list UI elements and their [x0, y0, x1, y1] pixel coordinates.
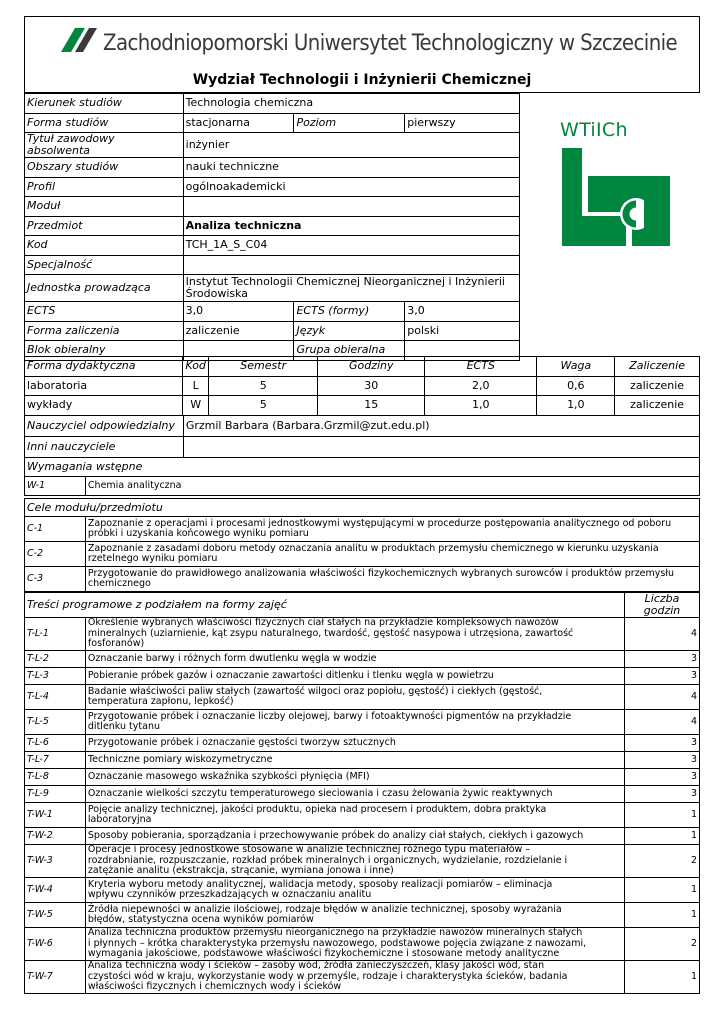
value-tytul: inżynier [183, 133, 519, 158]
content-text-line: laboratoryjna [87, 814, 152, 825]
label-profil: Profil [25, 177, 184, 197]
table-row [25, 878, 700, 903]
content-hours: 1 [625, 903, 700, 928]
content-text-line: rozdrabnianie, rozpuszczanie, rozkład próbek mineralnych i organicznych, wydzielanie, rozdzielanie i [87, 854, 568, 866]
content-hours: 2 [625, 928, 700, 961]
label-kod: Kod [25, 236, 184, 256]
goal-text-line: Przygotowanie do prawidłowego analizowania właściwości fizykochemicznych wybranych surowców i produktów przemysłu [87, 567, 675, 579]
form-weight: 1,0 [537, 396, 615, 416]
faculty-logo-text: WTiICh [560, 119, 628, 141]
value-profil: ogólnoakademicki [183, 177, 519, 197]
table-row [25, 618, 700, 651]
label-grupa: Grupa obieralna [294, 341, 405, 361]
content-code: T-W-6 [25, 928, 86, 961]
content-text-line: Określenie wybranych właściwości fizycznych ciał stałych na przykładzie kompleksowych nawozów [87, 617, 559, 629]
table-row [25, 376, 700, 396]
value-przedmiot: Analiza techniczna [183, 216, 519, 236]
label-jednostka: Jednostka prowadząca [25, 275, 184, 302]
content-text-line: wpływu czynników przeszkadzających w oznaczaniu analitu [87, 889, 372, 900]
table-row [25, 477, 700, 496]
content-code: T-L-5 [25, 710, 86, 735]
content-code: T-L-3 [25, 668, 86, 685]
content-hours: 3 [625, 769, 700, 786]
content-text-line: zatężanie analitu (ekstrakcja, strącanie, wymiana jonowa i inne) [87, 865, 394, 877]
label-others: Inni nauczyciele [25, 437, 184, 458]
faculty-name: Wydział Technologii i Inżynierii Chemicznej [192, 72, 532, 88]
content-text [85, 618, 624, 651]
content-text-line: Pojęcie analizy technicznej, jakości produktu, opieka nad procesem i produktem, dobra praktyka [87, 803, 547, 815]
goals-title: Cele modułu/przedmiotu [25, 499, 700, 517]
content-text [85, 786, 624, 803]
content-text-line: temperatura zapłonu, lepkość) [87, 696, 234, 707]
content-hours: 3 [625, 752, 700, 769]
content-code: T-W-7 [25, 961, 86, 994]
content-text [85, 903, 624, 928]
value-responsible: Grzmil Barbara (Barbara.Grzmil@zut.edu.pl) [183, 416, 699, 437]
table-row [25, 735, 700, 752]
university-name: Zachodniopomorski Uniwersytet Technologiczny w Szczecinie [103, 31, 678, 56]
label-jezyk: Język [294, 321, 405, 341]
content-text [85, 845, 624, 878]
requirements-title: Wymagania wstępne [25, 458, 700, 477]
goal-code: C-2 [25, 542, 86, 567]
goal-code: C-3 [25, 567, 86, 592]
form-ects: 2,0 [425, 376, 537, 396]
goal-text [85, 517, 699, 542]
content-text-line: właściwości fizycznych i chemicznych wody i ścieków [87, 981, 342, 993]
content-hours: 1 [625, 803, 700, 828]
goal-code: C-1 [25, 517, 86, 542]
content-text [85, 961, 624, 994]
label-zaliczenie: Forma zaliczenia [25, 321, 184, 341]
content-text-line: Przygotowanie próbek i oznaczanie gęstości tworzyw sztucznych [87, 736, 396, 748]
content-text-line: Oznaczanie wielkości szczytu temperaturowego sieciowania i czasu żelowania żywic reaktywnych [87, 787, 553, 799]
table-row [25, 928, 700, 961]
forms-header-godziny: Godziny [318, 357, 425, 377]
content-title: Treści programowe z podziałem na formy zajęć [25, 593, 625, 618]
table-row [25, 786, 700, 803]
value-jezyk: polski [405, 321, 520, 341]
document-header [24, 16, 700, 93]
content-text-line: mineralnych (uziarnienie, kąt zsypu naturalnego, twardość, gęstość nasypowa i utrzęsiona, zawartość [87, 627, 574, 639]
table-row [25, 668, 700, 685]
form-name: wykłady [25, 396, 183, 416]
goal-text-line: rzetelnego wyniku pomiaru [87, 553, 218, 564]
content-text-line: Sposoby pobierania, sporządzania i przechowywanie próbek do analizy ciał stałych, ciekłych i gazowych [87, 829, 584, 841]
content-hours: 3 [625, 786, 700, 803]
goals-table [24, 498, 700, 592]
content-hours: 1 [625, 961, 700, 994]
content-hours: 3 [625, 651, 700, 668]
content-text [85, 752, 624, 769]
form-hours: 15 [318, 396, 425, 416]
content-text-line: czystości wód w kraju, wykorzystanie wody w przemyśle, rodzaje i charakterystyka ścieków, badania [87, 970, 568, 982]
table-row [25, 567, 700, 592]
content-text-line: Oznaczanie masowego wskaźnika szybkości płynięcia (MFI) [87, 770, 370, 782]
form-assessment: zaliczenie [615, 376, 700, 396]
form-assessment: zaliczenie [615, 396, 700, 416]
label-kierunek: Kierunek studiów [25, 94, 184, 114]
form-semester: 5 [208, 376, 318, 396]
content-text [85, 735, 624, 752]
forms-header-waga: Waga [537, 357, 615, 377]
value-specjalnosc [183, 255, 519, 275]
forms-header-ects: ECTS [425, 357, 537, 377]
label-tytul: Tytuł zawodowy absolwenta [25, 133, 184, 158]
content-text [85, 828, 624, 845]
content-hours: 1 [625, 878, 700, 903]
value-ects-formy: 3,0 [405, 302, 520, 322]
label-blok: Blok obieralny [25, 341, 184, 361]
label-ects-formy: ECTS (formy) [294, 302, 405, 322]
wtiich-logo-icon [562, 148, 670, 246]
content-text [85, 769, 624, 786]
content-code: T-W-4 [25, 878, 86, 903]
content-text [85, 668, 624, 685]
table-row [25, 752, 700, 769]
forms-header-forma: Forma dydaktyczna [25, 357, 183, 377]
label-forma: Forma studiów [25, 113, 184, 133]
content-text-line: Badanie właściwości paliw stałych (zawartość wilgoci oraz popiołu, gęstość) i ciekłych (gęstość, [87, 685, 543, 697]
content-hours: 3 [625, 668, 700, 685]
content-text-line: wymagania jakościowe, podstawowe właściwości fizykochemiczne i stosowane metody analityczne [87, 948, 560, 960]
content-code: T-L-4 [25, 685, 86, 710]
value-ects: 3,0 [183, 302, 294, 322]
content-text-line: Analiza techniczna wody i ścieków – zasoby wód, źródła zanieczyszczeń, klasy jakości wód, stan [87, 960, 545, 972]
table-row [25, 517, 700, 542]
table-row [25, 396, 700, 416]
table-row [25, 542, 700, 567]
content-text-line: Analiza techniczna produktów przemysłu nieorganicznego na przykładzie nawozów mineralnych stałych [87, 927, 583, 939]
content-text-line: Oznaczanie barwy i różnych form dwutlenku węgla w wodzie [87, 652, 377, 664]
value-modul [183, 197, 519, 217]
content-hours-label: Liczba godzin [625, 593, 700, 618]
content-code: T-L-7 [25, 752, 86, 769]
goal-text-line: chemicznego [87, 578, 151, 589]
form-name: laboratoria [25, 376, 183, 396]
form-weight: 0,6 [537, 376, 615, 396]
forms-header-semestr: Semestr [208, 357, 318, 377]
form-hours: 30 [318, 376, 425, 396]
form-semester: 5 [208, 396, 318, 416]
content-text [85, 651, 624, 668]
content-code: T-W-5 [25, 903, 86, 928]
value-kierunek: Technologia chemiczna [183, 94, 519, 114]
goal-text [85, 567, 699, 592]
value-jednostka [183, 275, 519, 302]
requirement-code: W-1 [25, 477, 86, 496]
content-code: T-L-9 [25, 786, 86, 803]
form-code: W [183, 396, 209, 416]
content-code: T-W-2 [25, 828, 86, 845]
goal-text [85, 542, 699, 567]
label-przedmiot: Przedmiot [25, 216, 184, 236]
label-specjalnosc: Specjalność [25, 255, 184, 275]
content-hours: 4 [625, 618, 700, 651]
content-table [24, 592, 700, 994]
forms-header-kod: Kod [183, 357, 209, 377]
zut-logo-icon [59, 26, 99, 54]
content-hours: 1 [625, 828, 700, 845]
content-hours: 3 [625, 735, 700, 752]
table-row [25, 828, 700, 845]
content-hours: 4 [625, 685, 700, 710]
content-text [85, 685, 624, 710]
table-row [25, 903, 700, 928]
table-row [25, 803, 700, 828]
label-obszary: Obszary studiów [25, 158, 184, 178]
content-text-line: fosforanów) [87, 638, 145, 650]
requirement-text: Chemia analityczna [85, 477, 699, 496]
content-hours: 2 [625, 845, 700, 878]
content-text-line: Przygotowanie próbek i oznaczanie liczby olejowej, barwy i fotoaktywności pigmentów na przykładzie [87, 710, 572, 722]
label-poziom: Poziom [294, 113, 405, 133]
content-text-line: Źródła niepewności w analizie ilościowej, rodzaje błędów w analizie technicznej, sposoby wyrażania [87, 903, 562, 915]
value-zaliczenie: zaliczenie [183, 321, 294, 341]
course-info-table [24, 93, 520, 361]
goal-text-line: Zapoznanie z operacjami i procesami jednostkowymi występującymi w procedurze postępowania analitycznego od poboru [87, 517, 672, 529]
content-code: T-W-1 [25, 803, 86, 828]
value-others [183, 437, 699, 458]
value-kod: TCH_1A_S_C04 [183, 236, 519, 256]
table-row [25, 685, 700, 710]
label-responsible: Nauczyciel odpowiedzialny [25, 416, 184, 437]
table-row [25, 961, 700, 994]
label-ects: ECTS [25, 302, 184, 322]
forms-header-zaliczenie: Zaliczenie [615, 357, 700, 377]
content-text-line: Kryteria wyboru metody analitycznej, walidacja metody, sposoby realizacji pomiarów – eliminacja [87, 878, 553, 890]
content-text-line: Operacje i procesy jednostkowe stosowane w analizie technicznej różnego typu materiałów – [87, 844, 531, 856]
content-code: T-W-3 [25, 845, 86, 878]
value-forma: stacjonarna [183, 113, 294, 133]
jednostka-line-1: Instytut Technologii Chemicznej Nieorganicznej i Inżynierii [185, 275, 505, 288]
form-ects: 1,0 [425, 396, 537, 416]
value-poziom: pierwszy [405, 113, 520, 133]
goal-text-line: Zapoznanie z zasadami doboru metody oznaczania analitu w produktach przemysłu chemicznego w kierunku uzyskania [87, 542, 659, 554]
content-text-line: błędów, statystyczna ocena wyników pomiarów [87, 914, 314, 925]
value-obszary: nauki techniczne [183, 158, 519, 178]
content-text [85, 803, 624, 828]
content-text-line: Techniczne pomiary wiskozymetryczne [87, 753, 273, 765]
staff-table [24, 415, 700, 458]
requirements-table [24, 457, 700, 496]
content-hours: 4 [625, 710, 700, 735]
content-code: T-L-8 [25, 769, 86, 786]
teaching-forms-table [24, 356, 700, 416]
content-code: T-L-2 [25, 651, 86, 668]
goal-text-line: próbki i uzyskania końcowego wyniku pomiaru [87, 528, 309, 539]
content-text [85, 710, 624, 735]
content-text-line: ditlenku tytanu [87, 721, 160, 732]
content-code: T-L-6 [25, 735, 86, 752]
table-row [25, 769, 700, 786]
table-row [25, 651, 700, 668]
content-text-line: Pobieranie próbek gazów i oznaczanie zawartości ditlenku i tlenku węgla w powietrzu [87, 669, 494, 681]
table-row [25, 845, 700, 878]
content-text [85, 928, 624, 961]
table-row [25, 710, 700, 735]
label-modul: Moduł [25, 197, 184, 217]
content-text [85, 878, 624, 903]
jednostka-line-2: Środowiska [185, 287, 249, 300]
content-code: T-L-1 [25, 618, 86, 651]
form-code: L [183, 376, 209, 396]
content-text-line: i płynnych – krótka charakterystyka przemysłu nawozowego, podstawowe pojęcia związane z nawozami, [87, 937, 587, 949]
